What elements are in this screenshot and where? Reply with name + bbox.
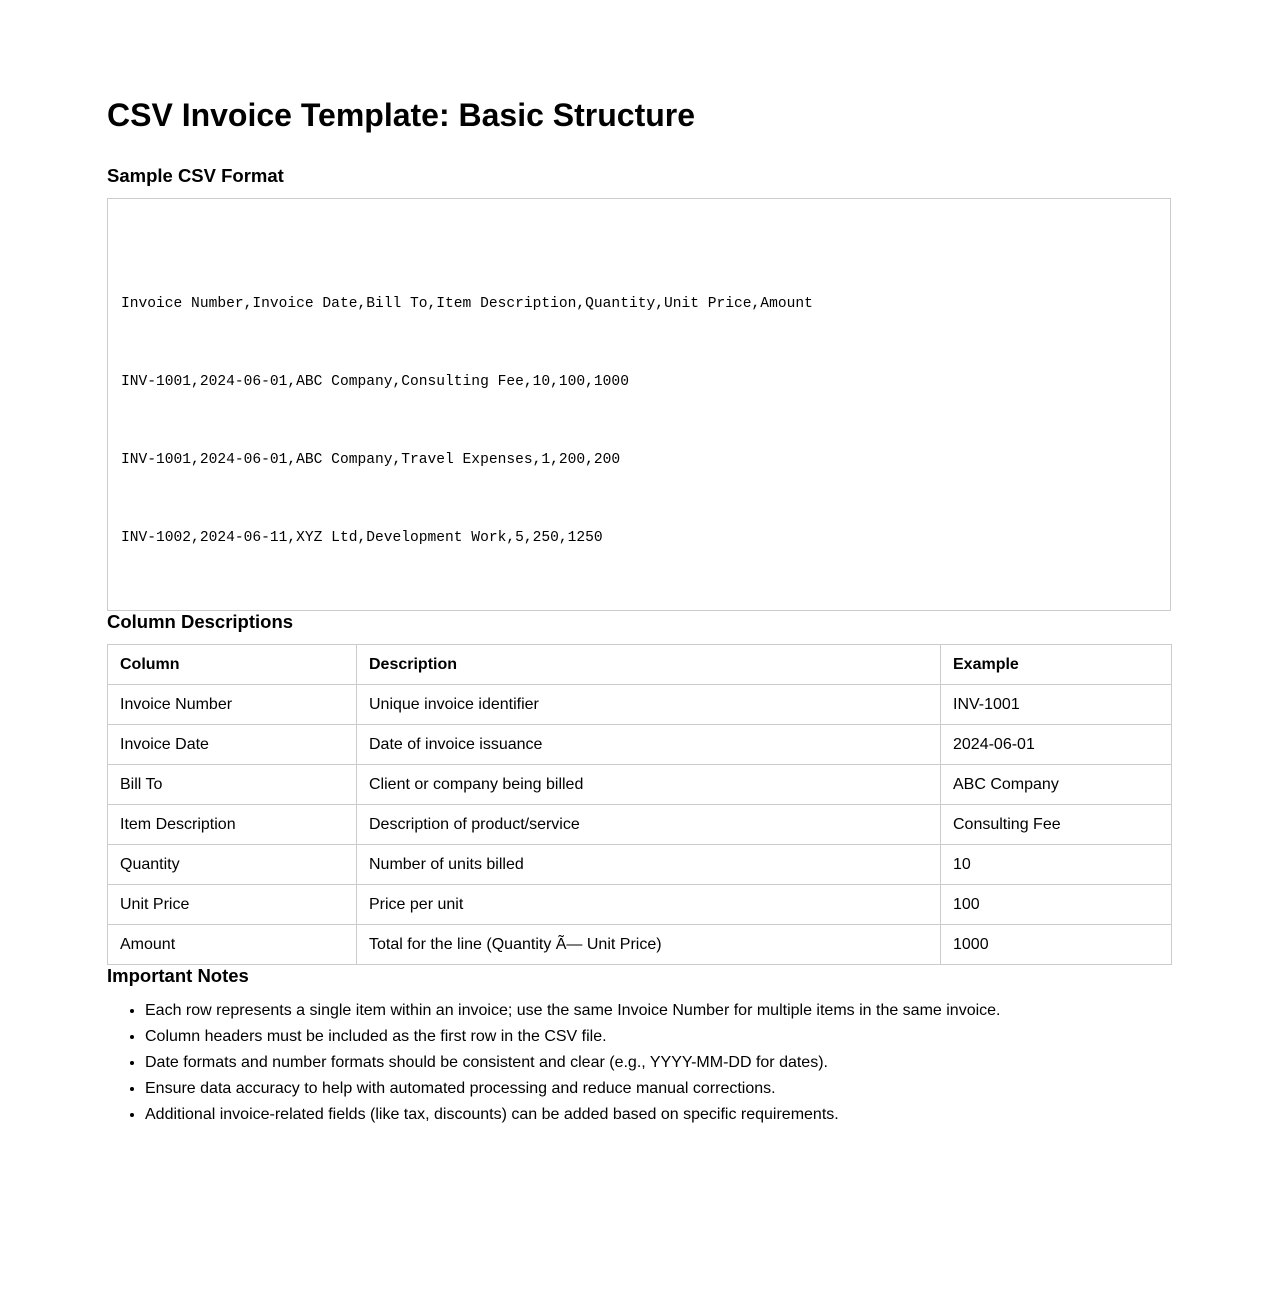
table-cell-example: 100 bbox=[941, 884, 1172, 924]
important-notes-list bbox=[107, 1001, 1171, 1124]
note-item: • Column headers must be included as the first row in the CSV file. bbox=[145, 1027, 1171, 1046]
table-cell-description: Client or company being billed bbox=[357, 764, 941, 804]
table-cell-example: 1000 bbox=[941, 924, 1172, 964]
table-row bbox=[108, 884, 1172, 924]
table-cell-column: Invoice Date bbox=[108, 724, 357, 764]
table-row bbox=[108, 684, 1172, 724]
table-cell-column: Unit Price bbox=[108, 884, 357, 924]
section-heading-sample-csv-format: Sample CSV Format bbox=[107, 165, 284, 186]
table-cell-column: Amount bbox=[108, 924, 357, 964]
table-cell-description: Date of invoice issuance bbox=[357, 724, 941, 764]
table-cell-description: Number of units billed bbox=[357, 844, 941, 884]
csv-code-line: INV-1002,2024-06-11,XYZ Ltd,Development Work,5,250,1250 bbox=[121, 530, 603, 546]
table-body bbox=[108, 684, 1172, 964]
csv-code-line: Invoice Number,Invoice Date,Bill To,Item Description,Quantity,Unit Price,Amount bbox=[121, 296, 813, 312]
note-item: • Additional invoice-related fields (like tax, discounts) can be added based on specific requirements. bbox=[145, 1105, 1171, 1124]
csv-sample-code-block bbox=[107, 198, 1171, 611]
csv-code-line: INV-1001,2024-06-01,ABC Company,Travel Expenses,1,200,200 bbox=[121, 452, 621, 468]
table-cell-example: 2024-06-01 bbox=[941, 724, 1172, 764]
table-header-column: Column bbox=[108, 644, 357, 684]
note-item: • Each row represents a single item within an invoice; use the same Invoice Number for multiple items in the same invoice. bbox=[145, 1001, 1171, 1020]
table-cell-column: Item Description bbox=[108, 804, 357, 844]
table-row bbox=[108, 924, 1172, 964]
note-item: • Ensure data accuracy to help with automated processing and reduce manual corrections. bbox=[145, 1079, 1171, 1098]
table-row bbox=[108, 804, 1172, 844]
table-row bbox=[108, 724, 1172, 764]
table-cell-example: INV-1001 bbox=[941, 684, 1172, 724]
table-header-example: Example bbox=[941, 644, 1172, 684]
table-row bbox=[108, 844, 1172, 884]
section-heading-column-descriptions: Column Descriptions bbox=[107, 610, 294, 632]
note-item: • Date formats and number formats should be consistent and clear (e.g., YYYY-MM-DD for dates). bbox=[145, 1053, 1171, 1072]
table-cell-description: Price per unit bbox=[357, 884, 941, 924]
table-cell-description: Unique invoice identifier bbox=[357, 684, 941, 724]
table-header-description: Description bbox=[357, 644, 941, 684]
table-cell-column: Invoice Number bbox=[108, 684, 357, 724]
csv-code-line: INV-1001,2024-06-01,ABC Company,Consulting Fee,10,100,1000 bbox=[121, 374, 629, 390]
table-cell-example: Consulting Fee bbox=[941, 804, 1172, 844]
table-cell-example: ABC Company bbox=[941, 764, 1172, 804]
table-header-row bbox=[108, 644, 1172, 684]
table-cell-column: Bill To bbox=[108, 764, 357, 804]
table-cell-column: Quantity bbox=[108, 844, 357, 884]
page-title: CSV Invoice Template: Basic Structure bbox=[107, 97, 696, 133]
section-heading-important-notes: Important Notes bbox=[107, 964, 249, 986]
table-cell-description: Total for the line (Quantity Ã— Unit Price) bbox=[357, 924, 941, 964]
column-descriptions-table bbox=[107, 644, 1172, 965]
table-row bbox=[108, 764, 1172, 804]
table-cell-example: 10 bbox=[941, 844, 1172, 884]
table-head bbox=[108, 644, 1172, 684]
table-cell-description: Description of product/service bbox=[357, 804, 941, 844]
